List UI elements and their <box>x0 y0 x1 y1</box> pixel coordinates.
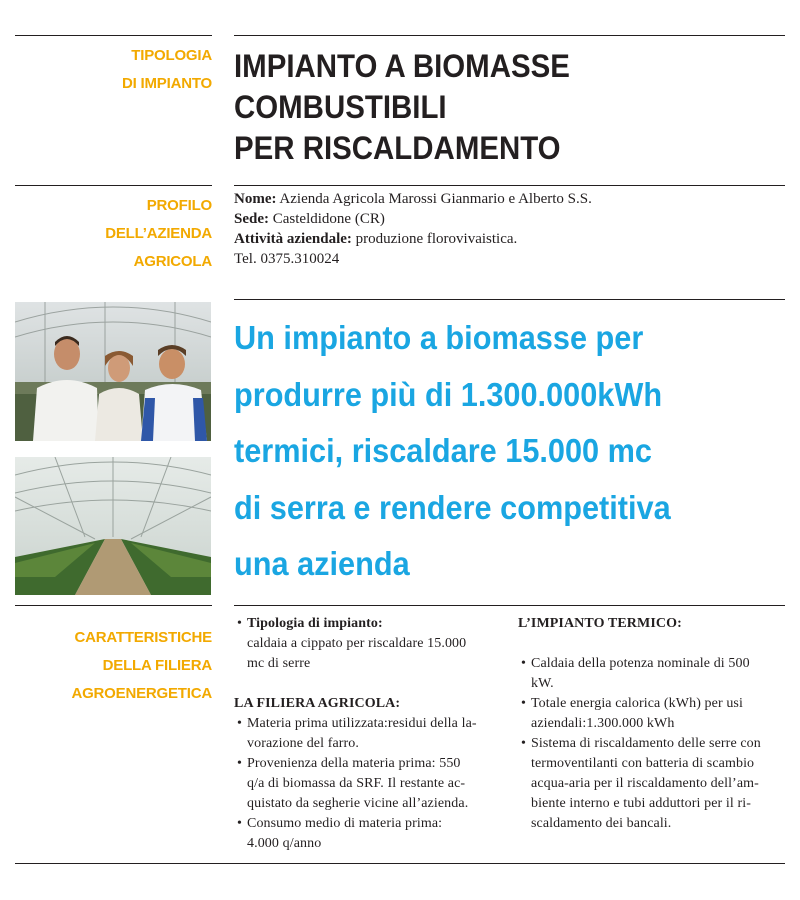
tipologia-text: caldaia a cippato per riscaldare 15.000 <box>247 636 467 651</box>
section-label-line: PROFILO <box>146 197 212 214</box>
greenhouse-interior-photo <box>15 457 211 595</box>
features-right-column <box>518 614 790 834</box>
tipologia-bullet <box>234 614 504 634</box>
headline-line: una azienda <box>234 545 410 582</box>
section-label-line: DELL’AZIENDA <box>105 225 212 242</box>
profile-nome <box>234 189 592 209</box>
title-line: IMPIANTO A BIOMASSE <box>234 48 570 84</box>
consumo-text: 4.000 q/anno <box>247 836 322 851</box>
section-label-line: AGROENERGETICA <box>71 685 212 702</box>
rule-features-right <box>234 605 785 606</box>
sistema-text: scaldamento dei bancali. <box>531 816 672 831</box>
headline-line: di serra e rendere competitiva <box>234 488 671 526</box>
tipologia-label: Tipologia di impianto: <box>247 616 383 631</box>
rule-bottom <box>15 863 785 864</box>
provenienza-text: quistato da segherie vicine all’azienda. <box>247 796 469 811</box>
section-label-line: TIPOLOGIA <box>131 47 212 64</box>
headline <box>234 310 755 593</box>
energia-text: aziendali:1.300.000 kWh <box>531 716 675 731</box>
caldaia-text: kW. <box>531 676 554 691</box>
nome-label: Nome: <box>234 191 277 207</box>
section-label-line: AGRICOLA <box>133 253 212 270</box>
rule-top-left <box>15 35 212 36</box>
provenienza-bullet: • Provenienza della materia prima: 550 <box>234 754 504 774</box>
rule-profile-left <box>15 185 212 186</box>
greenhouse-image <box>15 457 211 595</box>
attivita-label: Attività aziendale: <box>234 231 352 247</box>
features-left-column <box>234 614 504 854</box>
attivita-value: produzione florovivaistica. <box>355 231 518 247</box>
consumo-bullet: • Consumo medio di materia prima: <box>234 814 504 834</box>
provenienza-text: q/a di biomassa da SRF. Il restante ac- <box>247 776 466 791</box>
rule-headline <box>234 299 785 300</box>
section-label-profilo <box>105 192 212 276</box>
materia-text: vorazione del farro. <box>247 736 359 751</box>
filiera-heading: LA FILIERA AGRICOLA: <box>234 696 401 711</box>
impianto-termico-heading: L’IMPIANTO TERMICO: <box>518 616 682 631</box>
caldaia-bullet: • Caldaia della potenza nominale di 500 <box>518 654 790 674</box>
three-farmers-photo <box>15 302 211 441</box>
profile-sede <box>234 209 592 229</box>
plant-title <box>234 46 731 169</box>
title-line: COMBUSTIBILI <box>234 89 447 125</box>
sistema-text: acqua-aria per il riscaldamento dell’am- <box>531 776 759 791</box>
sistema-text: termoventilanti con batteria di scambio <box>531 756 755 771</box>
three-farmers-image <box>15 302 211 441</box>
headline-line: Un impianto a biomasse per <box>234 319 644 356</box>
headline-line: termici, riscaldare 15.000 mc <box>234 432 653 469</box>
section-label-tipologia <box>122 42 212 98</box>
company-profile <box>234 189 592 269</box>
profile-attivita <box>234 229 592 249</box>
nome-value: Azienda Agricola Marossi Gianmario e Alberto S.S. <box>279 191 592 207</box>
sistema-bullet: • Sistema di riscaldamento delle serre con <box>518 734 790 754</box>
rule-features-left <box>15 605 212 606</box>
rule-top-right <box>234 35 785 36</box>
section-label-line: DI IMPIANTO <box>121 75 212 92</box>
sede-value: Casteldidone (CR) <box>272 211 385 227</box>
profile-tel: Tel. 0375.310024 <box>234 251 340 267</box>
section-label-line: DELLA FILIERA <box>102 657 212 674</box>
headline-line: produrre più di 1.300.000kWh <box>234 375 663 413</box>
section-label-line: CARATTERISTICHE <box>74 629 212 646</box>
tipologia-text: mc di serre <box>247 656 311 671</box>
title-line: PER RISCALDAMENTO <box>234 130 561 166</box>
materia-bullet: • Materia prima utilizzata:residui della la- <box>234 714 504 734</box>
section-label-caratteristiche <box>71 624 212 708</box>
sede-label: Sede: <box>234 211 269 227</box>
energia-bullet: • Totale energia calorica (kWh) per usi <box>518 694 790 714</box>
sistema-text: biente interno e tubi adduttori per il ri- <box>531 796 751 811</box>
rule-profile-right <box>234 185 785 186</box>
